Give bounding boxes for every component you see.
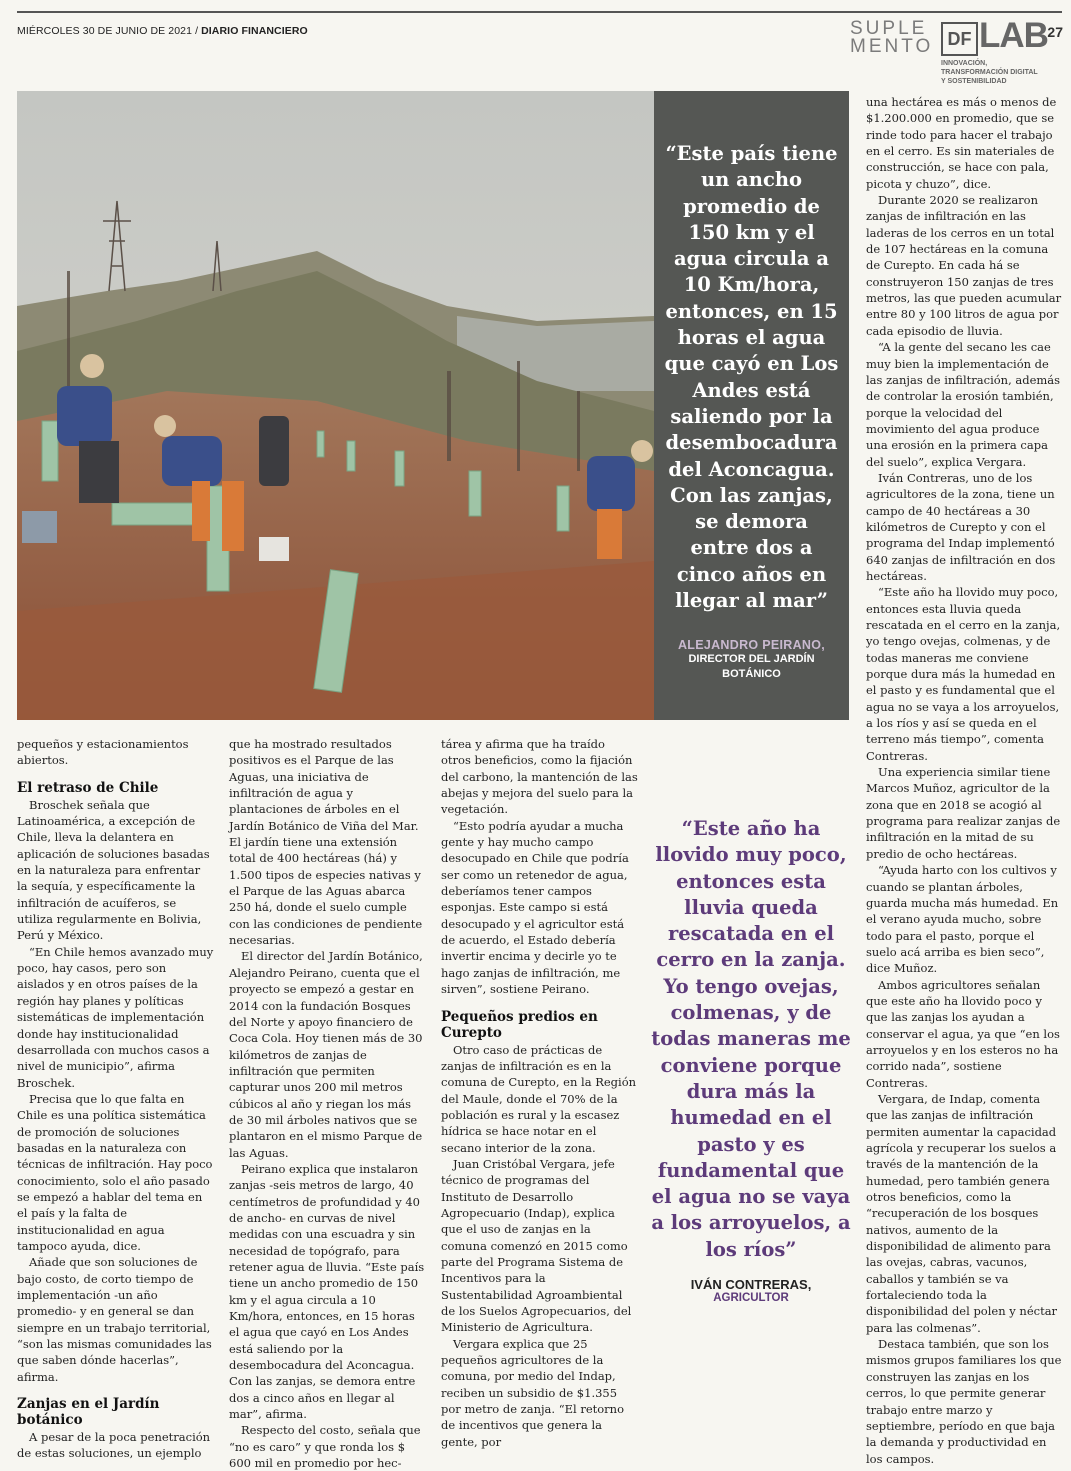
paragraph: Una experiencia similar tiene Marcos Muñoz, agricultor de la zona que en 2018 se acogió al programa para realizar zanjas de infiltración en la mitad de su predio de ocho hectáreas. [866, 765, 1061, 861]
pull-quote [651, 816, 851, 1304]
paragraph: El director del Jardín Botánico, Alejandro Peirano, cuenta que el proyecto se empezó a gestar en 2014 con la fundación Bosques del Norte y apoyo financiero de Coca Cola. Hoy tienen más de 30 kilómetros de zanjas de infiltración que permiten capturar unos 200 mil metros cúbicos al año y riegan los más de 30 mil árboles nativos que se plantaron en el mismo Parque de las Aguas. [229, 949, 423, 1160]
paragraph: que ha mostrado resultados positivos es el Parque de las Aguas, una iniciativa de infiltración de agua y plantaciones de árboles en el Jardín Botánico de Viña del Mar. El jardín tiene una extensión total de 400 hectáreas (há) y 1.500 tipos de especies nativas y el Parque de las Aguas abarca 250 há, donde el suelo cumple con las condiciones de pendiente necesarias. [229, 737, 423, 948]
pull-quote-text: “Este año ha llovido muy poco, entonces esta lluvia queda rescatada en el cerro en la zanja. Yo tengo ovejas, colmenas, y de todas maneras me conviene porque dura más la humedad en el pasto y es fundamental que el agua no se vaya a los arroyuelos, a los ríos” [651, 817, 851, 1261]
paragraph: Juan Cristóbal Vergara, jefe técnico de programas del Instituto de Desarrollo Agropecuario (Indap), explica que el uso de zanjas en la comuna comenzó en 2015 como parte del Programa Sistema de Incentivos para la Sustentabilidad Agroambiental de los Suelos Agropecuarios, del Ministerio de Agricultura. [441, 1156, 632, 1335]
photo-quote-author: ALEJANDRO PEIRANO, [677, 638, 826, 653]
issue-date: MIÉRCOLES 30 DE JUNIO DE 2021 [17, 25, 193, 37]
section-heading: Zanjas en el Jardín botánico [17, 1396, 160, 1429]
page-number: 27 [1047, 24, 1063, 40]
article-column-2 [229, 736, 426, 1471]
paragraph: una hectárea es más o menos de $1.200.000 en promedio, que se rinde todo para hacer el trabajo en el cerro. Es sin materiales de construcción, se hace con pala, picota y chuzo”, dice. [866, 95, 1057, 191]
article-column-4 [866, 94, 1062, 1467]
lab-logo: LAB [979, 16, 1048, 55]
section-heading: El retraso de Chile [17, 779, 159, 796]
photo-quote-box [654, 91, 849, 720]
paragraph: Vergara, de Indap, comenta que las zanjas de infiltración permiten aumentar la capacidad agrícola y recuperar los suelos a través de la mantención de la humedad, pero también genera otros beneficios, como la “recuperación de los bosques nativos, aumento de la disponibilidad de alimento para las ovejas, cabras, vacunos, caballos y también se va fortaleciendo toda la disponibilidad del polen y néctar para las colmenas”. [866, 1091, 1058, 1335]
paragraph: “Este año ha llovido muy poco, entonces esta lluvia queda rescatada en el cerro en la zanja, yo tengo ovejas, colmenas, y de todas maneras me conviene porque dura más la humedad en el pasto y es fundamental que el agua no se vaya a los arroyuelos, a los ríos y así se queda en el terreno más tiempo”, comenta Contreras. [866, 585, 1061, 763]
section-heading: Pequeños predios en Curepto [441, 1008, 598, 1041]
article-column-1 [17, 736, 214, 1462]
paragraph: Destaca también, que son los mismos grupos familiares los que construyen las zanjas en los cerros, lo que permite generar trabajo entre marzo y septiembre, período en que baja la demanda y productividad en los campos. [866, 1337, 1062, 1466]
hillside-planting-photo [17, 91, 654, 720]
supplement-label: SUPLE MENTO [850, 18, 934, 57]
pull-quote-author: IVÁN CONTRERAS, [690, 1277, 812, 1293]
supplement-logo [848, 16, 1063, 90]
header-rule [17, 11, 1062, 13]
paragraph: Respecto del costo, señala que “no es caro” y que ronda los $ 600 mil en promedio por hec- [229, 1423, 421, 1471]
header-dateline: MIÉRCOLES 30 DE JUNIO DE 2021 / DIARIO FINANCIERO [17, 25, 308, 37]
paragraph: Broschek señala que Latinoamérica, a excepción de Chile, lleva la delantera en aplicación de soluciones basadas en la naturaleza para enfrentar la sequía, y específicamente la infiltración de acuíferos, se utiliza regularmente en Bolivia, Perú y México. [17, 797, 210, 943]
paper-name: DIARIO FINANCIERO [201, 25, 308, 37]
paragraph: Otro caso de prácticas de zanjas de infiltración es en la comuna de Curepto, en la Región del Maule, donde el 70% de la población es rural y la escasez hídrica se hace notar en el secano interior de la zona. [441, 1042, 637, 1155]
paragraph: Añade que son soluciones de bajo costo, de corto tiempo de implementación -un año promedio- y en general se dan siempre en un trabajo territorial, “son las mismas comunidades las que saben dónde hacerlas”, afirma. [17, 1255, 212, 1384]
paragraph: “Esto podría ayudar a mucha gente y hay mucho campo desocupado en Chile que podría ser como un retenedor de agua, deberíamos tener campos esponjas. Este campo si está desocupado y el agricultor está de acuerdo, el Estado debería invertir encima y decirle yo te hago zanjas de infiltración, me sirven”, sostiene Peirano. [441, 818, 629, 997]
df-logo: DF [941, 22, 978, 56]
photo-quote-text: “Este país tiene un ancho promedio de 150 km y el agua circula a 10 Km/hora, entonces, en 15 horas el agua que cayó en Los Andes está saliendo por la desembocadura del Aconcagua. Con las zanjas, se demora entre dos a cinco años en llegar al mar” [664, 142, 839, 613]
photo-quote-role: DIRECTOR DEL JARDÍN BOTÁNICO [688, 653, 815, 681]
pull-quote-role: AGRICULTOR [713, 1292, 789, 1305]
supplement-tagline: INNOVACIÓN, TRANSFORMACIÓN DIGITAL Y SOSTENIBILIDAD [941, 60, 1038, 85]
paragraph: A pesar de la poca penetración de estas soluciones, un ejemplo [17, 1430, 211, 1461]
paragraph: “A la gente del secano les cae muy bien la implementación de las zanjas de infiltración, además de controlar la erosión también, porque la velocidad del movimiento del agua produce una erosión en la primera capa del suelo”, explica Vergara. [866, 340, 1061, 469]
paragraph: pequeños y estacionamientos abiertos. [17, 737, 189, 768]
paragraph: Peirano explica que instalaron zanjas -seis metros de largo, 40 centímetros de profundidad y 40 de ancho- en curvas de nivel medidas con una escuadra y sin necesidad de topógrafo, para retener agua de lluvia. “Este país tiene un ancho promedio de 150 km y el agua circula a 10 Km/hora, entonces, en 15 horas el agua que cayó en Los Andes está saliendo por la desembocadura del Aconcagua. Con las zanjas, se demora entre dos a cinco años en llegar al mar”, afirma. [229, 1161, 425, 1422]
paragraph: Durante 2020 se realizaron zanjas de infiltración en las laderas de los cerros en un total de 107 hectáreas en la comuna de Curepto. En cada há se construyeron 150 zanjas de tres metros, las que pueden acumular entre 80 y 100 litros de agua por cada episodio de lluvia. [866, 193, 1062, 338]
article-column-3 [441, 736, 638, 1450]
paragraph: Vergara explica que 25 pequeños agricultores de la comuna, por medio del Indap, reciben un subsidio de $1.355 por metro de zanja. “El retorno de incentivos que genera la gente, por [441, 1336, 625, 1449]
article-photo [17, 91, 654, 720]
paragraph: Iván Contreras, uno de los agricultores de la zona, tiene un campo de 40 hectáreas a 30 kilómetros de Curepto y con el programa del Indap implementó 640 zanjas de infiltración en dos hectáreas. [866, 470, 1056, 583]
paragraph: Ambos agricultores señalan que este año ha llovido poco y que las zanjas los ayudan a conservar el agua, ya que “en los arroyuelos y en los esteros no ha corrido nada”, sostiene Contreras. [866, 977, 1060, 1090]
paragraph: tárea y afirma que ha traído otros beneficios, como la fijación del carbono, la mantención de las abejas y mejora del suelo para la vegetación. [441, 737, 638, 817]
paragraph: Precisa que lo que falta en Chile es una política sistemática de promoción de soluciones basadas en la naturaleza con técnicas de infiltración. Hay poco conocimiento, solo el año pasado se empezó a hablar del tema en el país y la falta de institucionalidad en agua tampoco ayuda, dice. [17, 1091, 213, 1253]
paragraph: “En Chile hemos avanzado muy poco, hay casos, pero son aislados y en otros países de la región hay planes y políticas sistemáticas de implementación donde hay institucionalidad desarrollada con muchos casos a nivel de municipio”, afirma Broschek. [17, 944, 214, 1090]
paragraph: “Ayuda harto con los cultivos y cuando se plantan árboles, guarda mucha más humedad. En el verano ayuda mucho, sobre todo para el pasto, porque el suelo acá arriba es bien seco”, dice Muñoz. [866, 863, 1059, 976]
